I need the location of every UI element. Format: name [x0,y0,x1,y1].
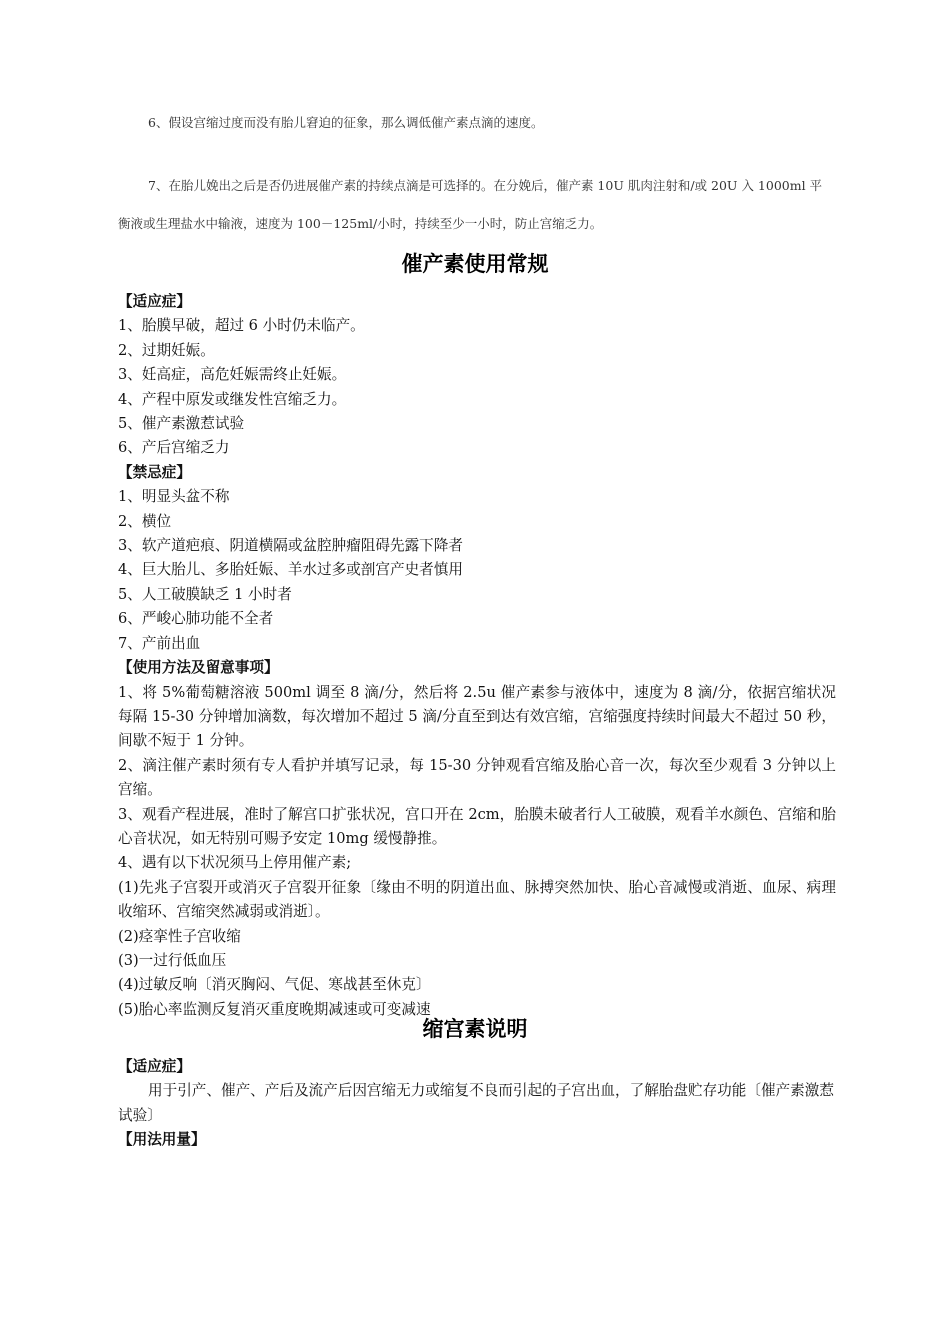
list-item: 4、产程中原发或继发性宫缩乏力。 [118,390,347,408]
list-item: 2、滴注催产素时须有专人看护并填写记录，每 15-30 分钟观看宫缩及胎心音一次，每次至少观看 3 分钟以上宫缩。 [118,756,836,799]
list-item: 3、妊高症，高危妊娠需终止妊娠。 [118,366,347,384]
list-item: (5)胎心率监测反复消灭重度晚期减速或可变减速 [118,1000,431,1018]
intro-paragraph-6 [118,113,834,133]
dosage-heading: 【用法用量】 [118,1131,206,1149]
section-title-oxytocin-instructions: 缩宫素说明 [422,1017,528,1041]
list-item: 4、遇有以下状况须马上停用催产素; [118,854,352,872]
list-item: 2、横位 [118,512,172,530]
contraindications-heading: 【禁忌症】 [118,463,191,481]
list-item: 3、观看产程进展，准时了解宫口扩张状况，宫口开在 2cm，胎膜未破者行人工破膜，观看羊水颜色、宫缩和胎心音状况，如无特别可赐予安定 10mg 缓慢静推。 [118,805,836,847]
intro-paragraph-7 [118,167,834,243]
list-item: 5、催产素激惹试验 [118,415,245,433]
list-item: 7、产前出血 [118,634,201,652]
list-item: 4、巨大胎儿、多胎妊娠、羊水过多或剖宫产史者慎用 [118,561,463,579]
section-oxytocin-routine [118,290,836,1022]
list-item: (2)痉挛性子宫收缩 [118,927,241,945]
list-item: (4)过敏反响〔消灭胸闷、气促、寒战甚至休克〕 [118,976,431,994]
list-item: 6、严峻心肺功能不全者 [118,610,274,628]
list-item: (3)一过行低血压 [118,951,227,969]
list-item: 3、软产道疤痕、阴道横隔或盆腔肿瘤阻碍先露下降者 [118,537,463,555]
list-item: 2、过期妊娠。 [118,341,215,359]
list-item: 6、产后宫缩乏力 [118,439,230,457]
section-title-oxytocin-routine: 催产素使用常规 [401,252,549,276]
list-item: (1)先兆子宫裂开或消灭子宫裂开征象〔缘由不明的阴道出血、脉搏突然加快、胎心音减慢或消逝、血尿、病理收缩环、宫缩突然减弱或消逝〕。 [118,878,836,921]
indications-heading: 【适应症】 [118,1058,191,1075]
usage-heading: 【使用方法及留意事项】 [118,659,279,677]
list-item: 1、胎膜早破，超过 6 小时仍未临产。 [118,317,365,335]
list-item: 1、明显头盆不称 [118,488,230,506]
section-oxytocin-instructions [118,1055,836,1153]
paragraph-text: 7、在胎儿娩出之后是否仍进展催产素的持续点滴是可选择的。在分娩后，催产素 10U 肌肉注射和/或 20U 入 1000ml 平衡液或生理盐水中输液，速度为 100－125ml/小时，持续至少一小时，防止宫缩乏力。 [118,178,823,231]
list-item: 1、将 5%葡萄糖溶液 500ml 调至 8 滴/分，然后将 2.5u 催产素参与液体中，速度为 8 滴/分，依据宫缩状况每隔 15-30 分钟增加滴数，每次增加不超过 5 滴/分直至到达有效宫缩，宫缩强度持续时间最大不超过 50 秒，间歇不短于 1 分钟。 [118,683,836,750]
indications-heading: 【适应症】 [118,293,191,310]
list-item: 5、人工破膜缺乏 1 小时者 [118,585,292,603]
paragraph-text: 6、假设宫缩过度而没有胎儿窘迫的征象，那么调低催产素点滴的速度。 [148,115,544,130]
indications-text: 用于引产、催产、产后及流产后因宫缩无力或缩复不良而引起的子宫出血，了解胎盘贮存功能〔催产素激惹试验〕 [118,1082,834,1124]
